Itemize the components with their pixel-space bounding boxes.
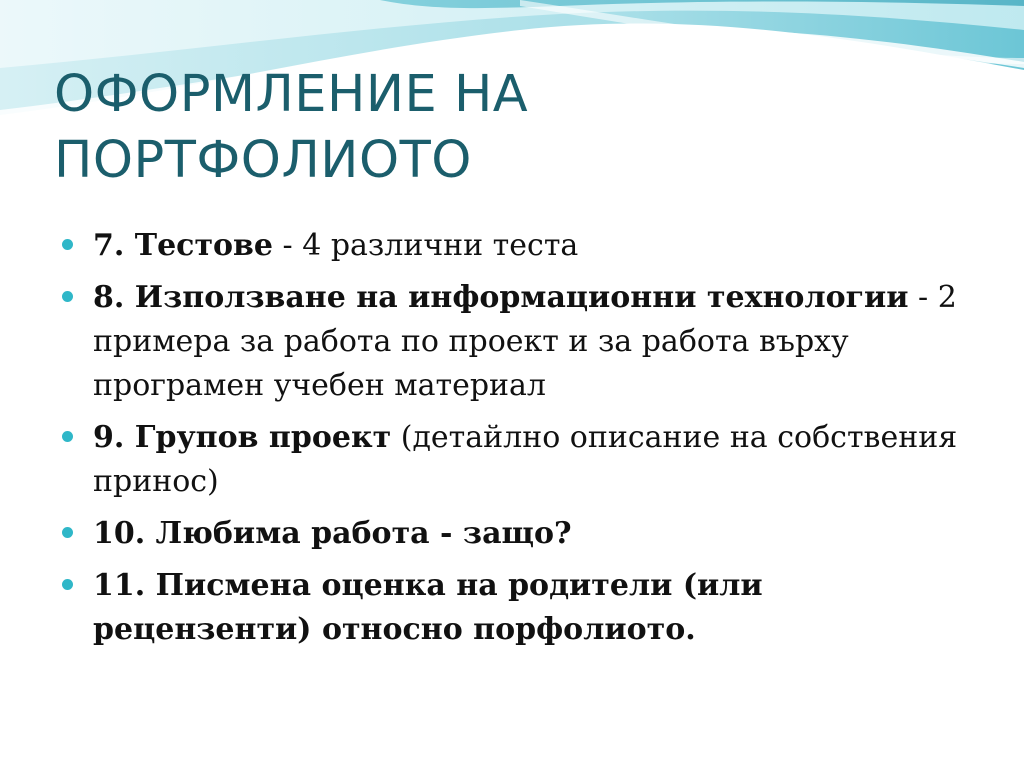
slide-title-line-2: ПОРТФОЛИОТО — [54, 131, 472, 190]
bullet-dot-icon — [62, 239, 73, 250]
bullet-text: (детайлно описание на собствения принос) — [93, 420, 958, 499]
bullet-bold-text: 10. Любима работа - защо? — [93, 516, 572, 551]
bullet-text: - 2 примера за работа по проект и за работа върху програмен учебен материал — [93, 280, 957, 403]
bullet-bold-text: 9. Групов проект — [93, 420, 392, 455]
bullet-item-group-project — [62, 416, 982, 504]
bullet-text: - 4 различни теста — [272, 228, 579, 263]
bullet-dot-icon — [62, 291, 73, 302]
bullet-dot-icon — [62, 527, 73, 538]
bullet-list — [62, 224, 982, 660]
bullet-item-favorite-work — [62, 512, 982, 556]
bullet-dot-icon — [62, 431, 73, 442]
bullet-bold-text: 11. Писмена оценка на родители (или рецензенти) относно порфолиото. — [93, 568, 763, 647]
bullet-dot-icon — [62, 579, 73, 590]
slide-title-line-1: ОФОРМЛЕНИЕ НА — [54, 65, 529, 124]
bullet-item-tests — [62, 224, 982, 268]
bullet-bold-text: 7. Тестове — [93, 228, 273, 263]
bullet-bold-text: 8. Използване на информационни технологии — [93, 280, 909, 315]
bullet-item-written-assessment — [62, 564, 982, 652]
slide-title — [54, 62, 954, 194]
bullet-item-it — [62, 276, 982, 408]
